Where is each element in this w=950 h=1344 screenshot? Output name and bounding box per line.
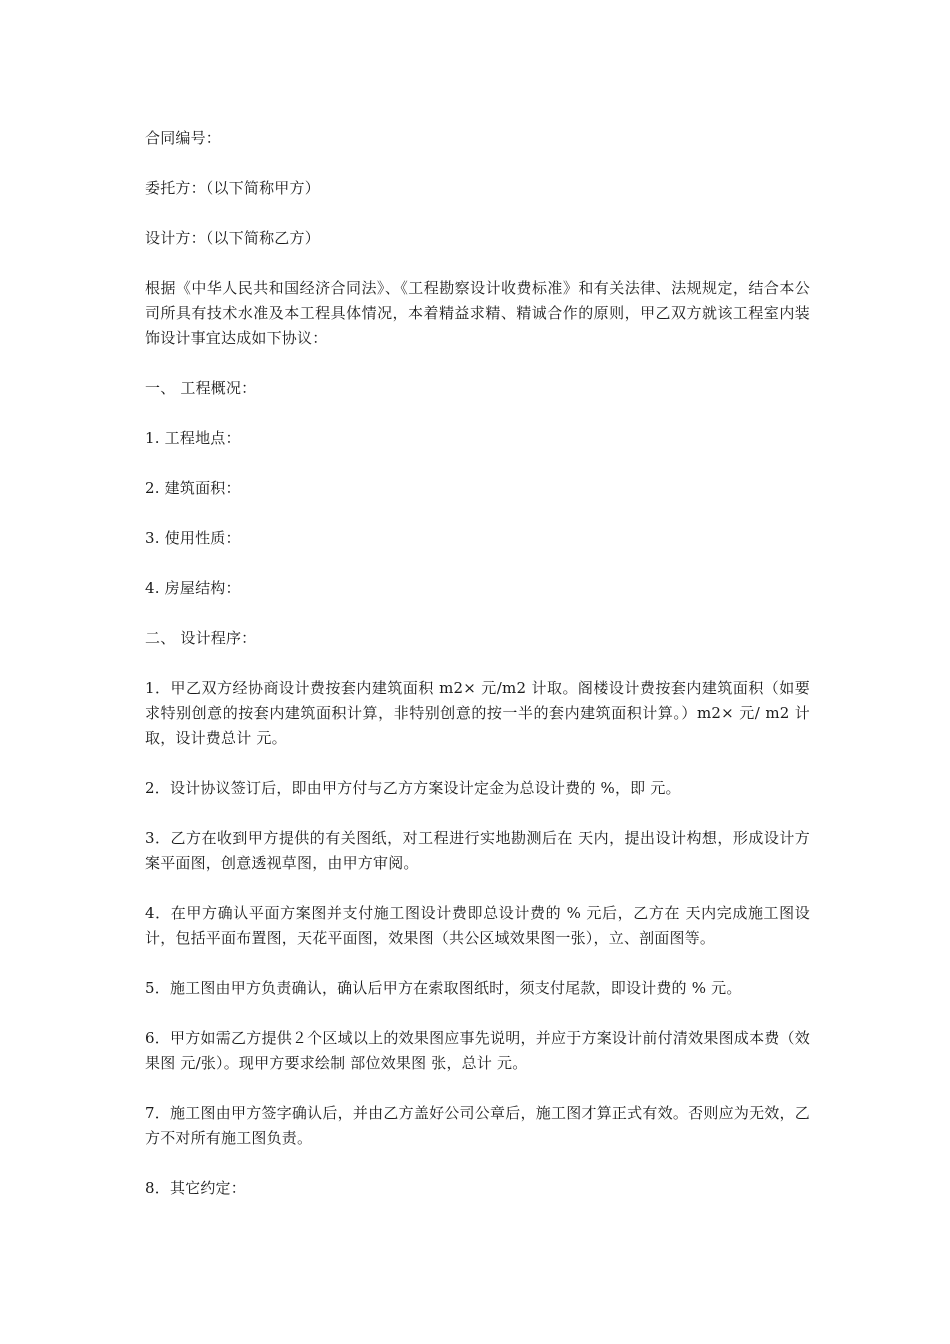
designer-party-line: 设计方：（以下简称乙方） (145, 229, 320, 247)
procedure-clause-8: 8．其它约定： (145, 1179, 246, 1197)
section-heading-project-overview: 一、 工程概况： (145, 379, 257, 397)
overview-item-location: 1. 工程地点： (145, 429, 241, 447)
procedure-clause-1: 1．甲乙双方经协商设计费按套内建筑面积 m2× 元/m2 计取。阁楼设计费按套内建筑面积（如要求特别创意的按套内建筑面积计算，非特别创意的按一半的套内建筑面积计算。）m2× 元/ m2 计取，设计费总计 元。 (145, 679, 810, 747)
overview-item-area: 2. 建筑面积： (145, 479, 241, 497)
contract-number-line: 合同编号： (145, 129, 222, 147)
client-party-line: 委托方：（以下简称甲方） (145, 179, 320, 197)
procedure-clause-3: 3．乙方在收到甲方提供的有关图纸，对工程进行实地勘测后在 天内，提出设计构想，形成设计方案平面图，创意透视草图，由甲方审阅。 (145, 829, 810, 872)
document-body (145, 126, 810, 1226)
section-heading-design-procedure: 二、 设计程序： (145, 629, 257, 647)
overview-item-structure: 4. 房屋结构： (145, 579, 241, 597)
overview-item-usage: 3. 使用性质： (145, 529, 241, 547)
procedure-clause-7: 7．施工图由甲方签字确认后，并由乙方盖好公司公章后，施工图才算正式有效。否则应为无效，乙方不对所有施工图负责。 (145, 1104, 810, 1147)
procedure-clause-4: 4．在甲方确认平面方案图并支付施工图设计费即总设计费的 % 元后，乙方在 天内完成施工图设计，包括平面布置图，天花平面图，效果图（共公区域效果图一张），立、剖面图等。 (145, 904, 810, 947)
preamble-paragraph: 根据《中华人民共和国经济合同法》、《工程勘察设计收费标准》和有关法律、法规规定，结合本公司所具有技术水准及本工程具体情况，本着精益求精、精诚合作的原则，甲乙双方就该工程室内装饰设计事宜达成如下协议： (145, 279, 810, 347)
procedure-clause-2: 2．设计协议签订后，即由甲方付与乙方方案设计定金为总设计费的 %，即 元。 (145, 779, 681, 797)
procedure-clause-6: 6．甲方如需乙方提供２个区域以上的效果图应事先说明，并应于方案设计前付清效果图成本费（效果图 元/张）。现甲方要求绘制 部位效果图 张，总计 元。 (145, 1029, 810, 1072)
procedure-clause-5: 5．施工图由甲方负责确认，确认后甲方在索取图纸时，须支付尾款，即设计费的 % 元。 (145, 979, 742, 997)
